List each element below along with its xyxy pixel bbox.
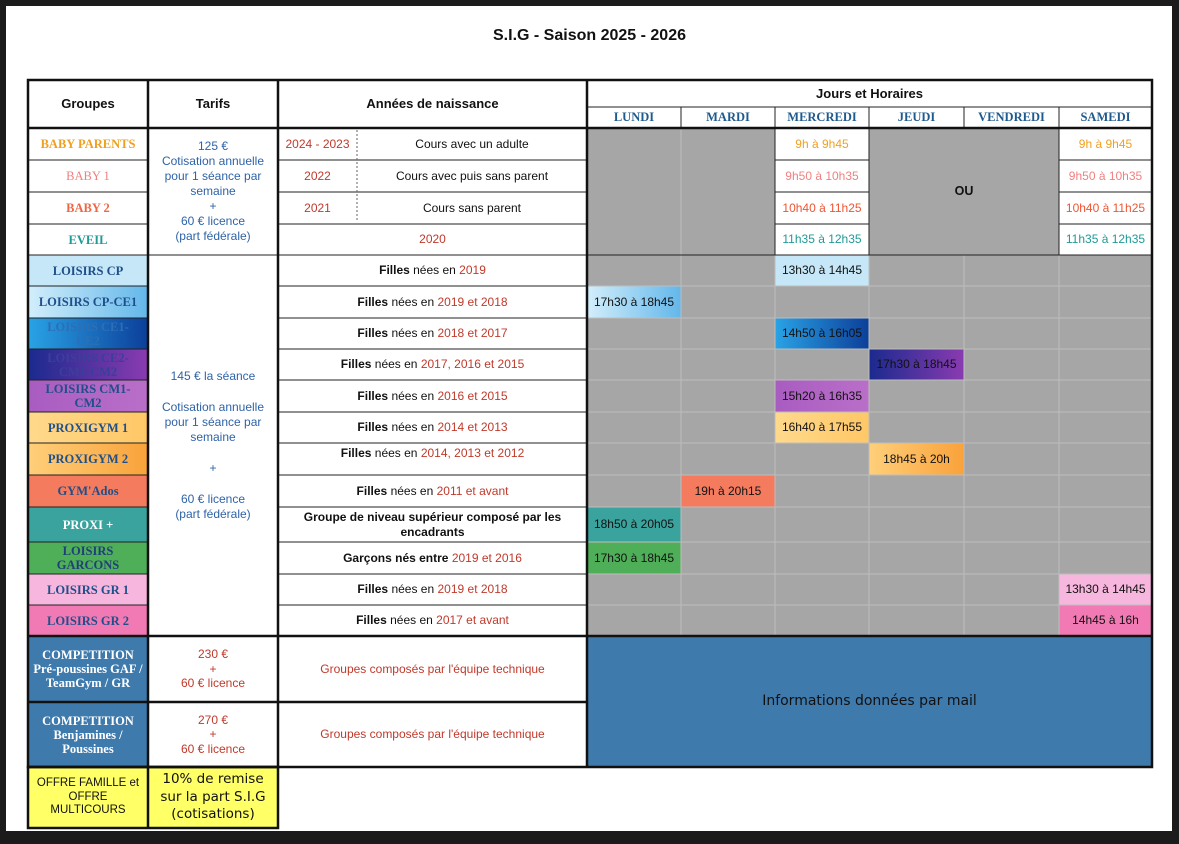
year-competition-2: Groupes composés par l'équipe technique <box>320 727 545 742</box>
nees-en: nées en <box>387 483 437 498</box>
slot-sam-baby-2: 10h40 à 11h25 <box>1065 200 1146 215</box>
desc-baby-2: Cours sans parent <box>422 200 522 215</box>
document-title: S.I.G - Saison 2025 - 2026 <box>493 27 686 44</box>
nees-en: nées en <box>371 445 421 460</box>
tarif-comp1-plus: + <box>209 661 217 676</box>
header-annees: Années de naissance <box>366 96 499 112</box>
group-competition-2: COMPETITION Benjamines / Poussines <box>42 713 134 756</box>
group-loisirs-ce2: LOISIRS CE2-CM1-CM2 <box>47 350 129 379</box>
year-baby-parents: 2024 - 2023 <box>285 136 350 151</box>
group-loisirs-cpce1: LOISIRS CP-CE1 <box>38 295 138 309</box>
filles-label: Filles <box>357 582 389 597</box>
tarif-loisirs-line2: pour 1 séance par <box>164 415 262 429</box>
year-loisirs-cp-value: 2019 <box>459 263 486 278</box>
tarif-loisirs-federale: (part fédérale) <box>175 507 251 521</box>
group-competition-1: COMPETITION Pré-poussines GAF / TeamGym / GR <box>33 648 143 690</box>
filles-label: Filles <box>357 420 389 435</box>
year-loisirs-ce1ce2-value: 2018 et 2017 <box>437 326 508 341</box>
tarif-offre <box>148 767 278 828</box>
slot-sam-baby-parents: 9h à 9h45 <box>1078 136 1133 151</box>
header-groupes: Groupes <box>61 96 115 112</box>
year-proxi-plus: Groupe de niveau supérieur composé par les encadrants <box>303 510 562 539</box>
year-garcons-value: 2019 et 2016 <box>451 550 522 565</box>
group-proxigym-2: PROXIGYM 2 <box>47 452 129 466</box>
nees-en: nées en <box>388 388 438 403</box>
year-loisirs-cm1 <box>278 380 587 412</box>
group-baby-1: BABY 1 <box>66 169 110 183</box>
year-eveil: 2020 <box>419 232 446 247</box>
header-tarifs: Tarifs <box>195 96 231 112</box>
slot-sam-gr1-text: 13h30 à 14h45 <box>1065 582 1146 597</box>
tarif-offre-line2: sur la part S.I.G <box>160 788 266 805</box>
slot-jeu-proxigym2-text: 18h45 à 20h <box>883 451 950 466</box>
year-baby-2: 2021 <box>304 200 331 215</box>
desc-baby-1: Cours avec puis sans parent <box>395 168 549 183</box>
slot-jeu-ce2-text: 17h30 à 18h45 <box>876 357 957 372</box>
filles-label: Filles <box>340 357 372 372</box>
tarif-offre-line1: 10% de remise <box>162 771 264 788</box>
tarif-comp2-price: 270 € <box>197 712 229 727</box>
nees-en: nées en <box>388 420 438 435</box>
tarif-loisirs-line1: Cotisation annuelle <box>161 400 265 414</box>
year-proxigym1-value: 2014 et 2013 <box>437 420 508 435</box>
nees-en: nées en <box>388 582 438 597</box>
slot-mar-gymados-text: 19h à 20h15 <box>694 483 762 498</box>
slot-mer-proxigym1-text: 16h40 à 17h55 <box>781 420 863 435</box>
nees-en: nées en <box>371 357 421 372</box>
year-loisirs-cm1-value: 2016 et 2015 <box>437 388 508 403</box>
year-loisirs-cpce1-value: 2019 et 2018 <box>437 294 508 309</box>
group-gymados: GYM'Ados <box>57 484 119 498</box>
day-mardi: MARDI <box>706 110 750 124</box>
slot-mer-baby-2: 10h40 à 11h25 <box>782 200 862 215</box>
day-vendredi: VENDREDI <box>978 110 1045 124</box>
day-jeudi: JEUDI <box>897 110 936 124</box>
slot-lun-proxi-plus-text: 18h50 à 20h05 <box>593 517 675 532</box>
nees-en: nées en <box>388 326 438 341</box>
slot-mer-ce1ce2-text: 14h50 à 16h05 <box>781 326 863 341</box>
ou-label: OU <box>954 184 974 198</box>
year-gymados-value: 2011 et avant <box>436 483 509 498</box>
year-gymados <box>278 475 587 507</box>
tarif-comp2 <box>150 704 276 765</box>
group-loisirs-garcons: LOISIRS GARCONS <box>56 544 120 572</box>
year-gr2-value: 2017 et avant <box>436 613 509 628</box>
group-loisirs-cp: LOISIRS CP <box>52 263 124 278</box>
year-loisirs-ce2-value: 2017, 2016 et 2015 <box>420 357 525 372</box>
filles-label: Filles <box>340 445 372 460</box>
filles-label: Filles <box>379 263 410 278</box>
group-loisirs-gr1: LOISIRS GR 1 <box>47 582 129 597</box>
group-loisirs-gr2: LOISIRS GR 2 <box>47 613 129 628</box>
tarif-offre-line3: (cotisations) <box>171 806 255 823</box>
slot-mer-loisirs-cp-text: 13h30 à 14h45 <box>781 263 863 278</box>
tarif-baby-licence: 60 € licence <box>180 214 246 228</box>
group-baby-2: BABY 2 <box>66 201 110 215</box>
tarif-loisirs-licence: 60 € licence <box>180 492 246 506</box>
tarif-loisirs <box>150 257 276 634</box>
year-loisirs-cp <box>278 255 587 286</box>
tarif-comp1-licence: 60 € licence <box>180 676 246 691</box>
filles-label: Filles <box>357 294 389 309</box>
year-gr2 <box>278 605 587 636</box>
tarif-baby-price: 125 € <box>197 139 229 153</box>
slot-lun-cpce1-text: 17h30 à 18h45 <box>593 294 675 309</box>
year-gr1-value: 2019 et 2018 <box>437 582 508 597</box>
tarif-baby-line3: semaine <box>190 184 236 198</box>
garcons-label: Garçons nés entre <box>343 550 449 565</box>
year-garcons <box>278 542 587 574</box>
tarif-loisirs-line3: semaine <box>190 430 236 444</box>
day-lundi: LUNDI <box>613 110 655 124</box>
nees-en: nées en <box>386 613 437 628</box>
desc-baby-parents: Cours avec un adulte <box>415 136 529 151</box>
slot-lun-garcons-text: 17h30 à 18h45 <box>593 550 675 565</box>
slot-mer-eveil: 11h35 à 12h35 <box>782 232 862 247</box>
group-loisirs-cm1: LOISIRS CM1-CM2 <box>45 382 131 410</box>
year-loisirs-ce2 <box>278 349 587 380</box>
tarif-baby-plus: + <box>209 199 217 213</box>
tarif-comp1-price: 230 € <box>197 647 229 662</box>
year-proxigym2-value: 2014, 2013 et 2012 <box>420 445 525 460</box>
tarif-baby-federale: (part fédérale) <box>175 229 251 243</box>
filles-label: Filles <box>357 388 389 403</box>
tarif-comp2-licence: 60 € licence <box>180 741 246 756</box>
filles-label: Filles <box>356 483 388 498</box>
nees-en: nées en <box>388 294 438 309</box>
year-gr1 <box>278 574 587 605</box>
slot-mer-cm1-text: 15h20 à 16h35 <box>781 388 863 403</box>
group-loisirs-ce1ce2: LOISIRS CE1-CE2 <box>47 319 129 348</box>
year-proxigym1 <box>278 412 587 443</box>
group-offre: OFFRE FAMILLE et OFFRE MULTICOURS <box>36 776 140 817</box>
tarif-loisirs-plus: + <box>209 461 217 475</box>
slot-mer-baby-1: 9h50 à 10h35 <box>785 168 859 183</box>
group-baby-parents: BABY PARENTS <box>40 137 136 151</box>
slot-mer-baby-parents: 9h à 9h45 <box>795 136 849 151</box>
year-baby-1: 2022 <box>304 168 331 183</box>
slot-sam-baby-1: 9h50 à 10h35 <box>1068 168 1143 183</box>
tarif-comp2-plus: + <box>209 727 217 742</box>
year-loisirs-cpce1 <box>278 286 587 318</box>
day-mercredi: MERCREDI <box>787 110 857 124</box>
header-jours: Jours et Horaires <box>816 85 923 101</box>
competition-info-mail: Informations données par mail <box>762 693 977 710</box>
slot-sam-gr2-text: 14h45 à 16h <box>1072 613 1139 628</box>
tarif-loisirs-price: 145 € la séance <box>170 369 256 383</box>
filles-label: Filles <box>356 613 387 628</box>
tarif-baby <box>150 130 276 253</box>
year-loisirs-ce1ce2 <box>278 318 587 349</box>
year-proxigym2 <box>278 443 587 463</box>
group-proxi-plus: PROXI + <box>62 517 114 532</box>
tarif-baby-line1: Cotisation annuelle <box>161 154 265 168</box>
group-eveil: EVEIL <box>68 232 108 247</box>
filles-label: Filles <box>357 326 389 341</box>
slot-sam-eveil: 11h35 à 12h35 <box>1065 232 1146 247</box>
tarif-comp1 <box>150 638 276 700</box>
day-samedi: SAMEDI <box>1080 110 1131 124</box>
year-competition-1: Groupes composés par l'équipe technique <box>320 661 545 676</box>
tarif-baby-line2: pour 1 séance par <box>164 169 262 183</box>
nees-en: nées en <box>409 263 460 278</box>
group-proxigym-1: PROXIGYM 1 <box>47 420 129 435</box>
